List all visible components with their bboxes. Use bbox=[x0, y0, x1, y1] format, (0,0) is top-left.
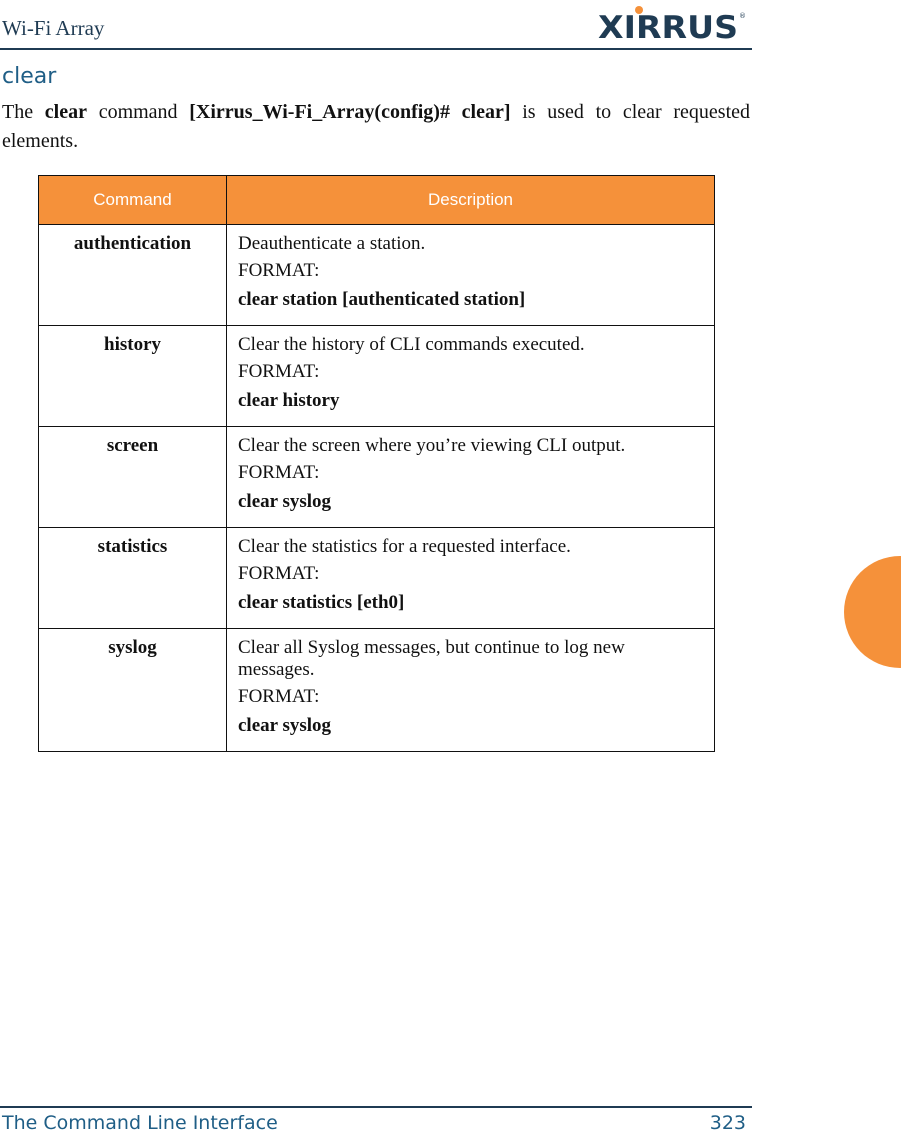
section-heading: clear bbox=[2, 64, 57, 89]
command-syntax: clear syslog bbox=[238, 715, 332, 736]
command-description: Deauthenticate a station. FORMAT: clear station [authenticated station] bbox=[227, 225, 715, 326]
table-header-row bbox=[39, 176, 715, 225]
chapter-tab-marker bbox=[844, 556, 901, 668]
command-description: Clear the statistics for a requested interface. FORMAT: clear statistics [eth0] bbox=[227, 528, 715, 629]
command-name: authentication bbox=[39, 225, 227, 326]
intro-syntax: [Xirrus_Wi-Fi_Array(config)# clear] bbox=[189, 101, 511, 123]
command-table bbox=[38, 175, 715, 752]
command-syntax: clear station [authenticated station] bbox=[238, 289, 526, 310]
command-name: syslog bbox=[39, 629, 227, 752]
column-header-description: Description bbox=[227, 176, 715, 225]
table-row bbox=[39, 427, 715, 528]
svg-text:®: ® bbox=[739, 12, 746, 20]
command-name: statistics bbox=[39, 528, 227, 629]
header-rule bbox=[0, 48, 752, 50]
command-syntax: clear history bbox=[238, 390, 340, 411]
svg-text:XIRRUS: XIRRUS bbox=[598, 10, 738, 42]
running-header: Wi-Fi Array bbox=[2, 16, 105, 40]
command-syntax: clear syslog bbox=[238, 491, 332, 512]
command-description: Clear the screen where you’re viewing CLI output. FORMAT: clear syslog bbox=[227, 427, 715, 528]
xirrus-logo bbox=[598, 4, 746, 42]
command-name: history bbox=[39, 326, 227, 427]
footer-chapter: The Command Line Interface bbox=[2, 1112, 278, 1134]
intro-command: clear bbox=[44, 101, 87, 123]
table-row bbox=[39, 225, 715, 326]
command-description: Clear the history of CLI commands executed. FORMAT: clear history bbox=[227, 326, 715, 427]
command-name: screen bbox=[39, 427, 227, 528]
command-syntax: clear statistics [eth0] bbox=[238, 592, 405, 613]
table-row bbox=[39, 326, 715, 427]
footer-rule bbox=[0, 1106, 752, 1108]
intro-paragraph: The clear command [Xirrus_Wi-Fi_Array(config)# clear] is used to clear requested elements. bbox=[2, 101, 751, 152]
command-description: Clear all Syslog messages, but continue to log new messages. FORMAT: clear syslog bbox=[227, 629, 715, 752]
table-row bbox=[39, 629, 715, 752]
page-number: 323 bbox=[709, 1112, 746, 1134]
table-row bbox=[39, 528, 715, 629]
column-header-command: Command bbox=[39, 176, 227, 225]
